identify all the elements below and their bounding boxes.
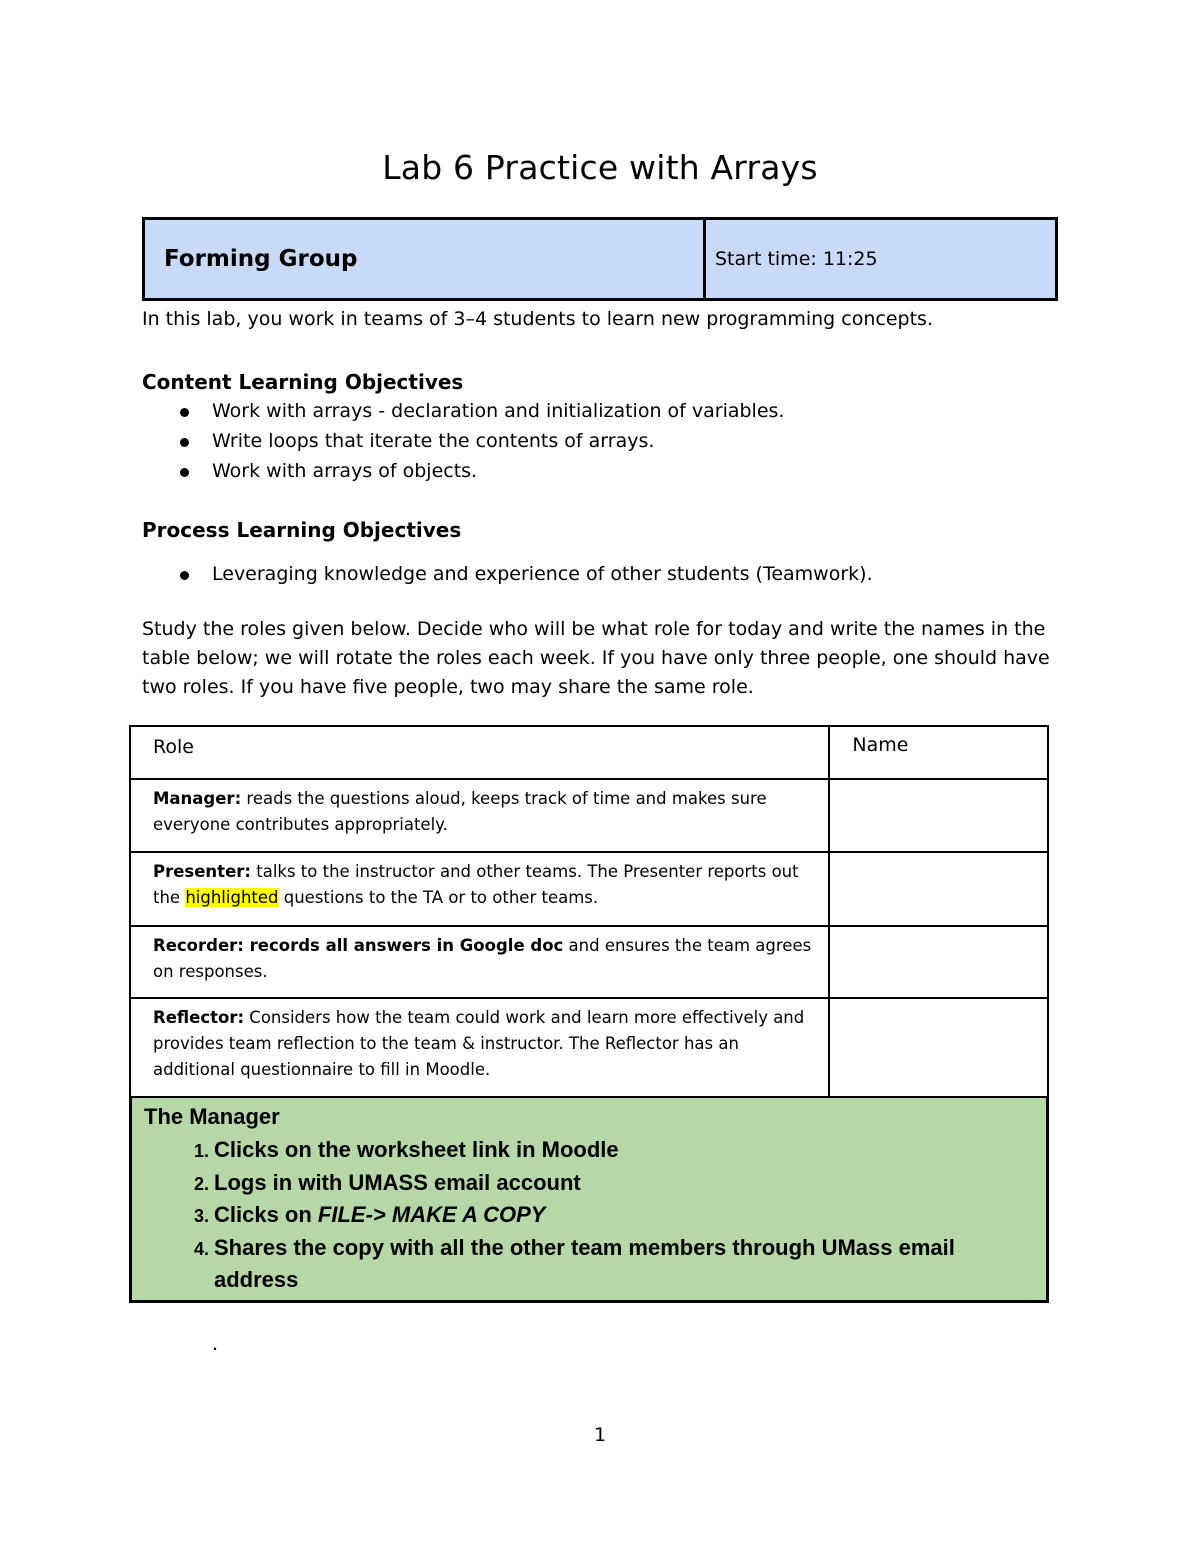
trailing-dot: . bbox=[212, 1330, 219, 1355]
list-item: Leveraging knowledge and experience of other students (Teamwork). bbox=[142, 559, 873, 589]
role-description: Considers how the team could work and learn more effectively and provides team reflection to the team & instructor. The Reflector has an additional questionnaire to fill in Moodle. bbox=[153, 1008, 805, 1079]
role-description: and ensures the team agrees on responses. bbox=[153, 936, 812, 981]
name-header: Name bbox=[829, 726, 1048, 779]
name-input-cell[interactable] bbox=[829, 926, 1048, 998]
study-instructions: Study the roles given below. Decide who will be what role for today and write the names in the table below; we will rotate the roles each week. If you have only three people, one should have two roles. If you have five people, two may share the same role. bbox=[142, 618, 1050, 698]
content-objectives-list bbox=[142, 396, 784, 486]
table-row bbox=[130, 779, 1048, 852]
page-title: Lab 6 Practice with Arrays bbox=[382, 148, 818, 187]
name-input-cell[interactable] bbox=[829, 852, 1048, 926]
name-input-cell[interactable] bbox=[829, 779, 1048, 852]
list-item: Work with arrays - declaration and initialization of variables. bbox=[142, 396, 784, 426]
list-item: 4. Shares the copy with all the other team members through UMass email address bbox=[214, 1232, 994, 1297]
role-header: Role bbox=[130, 726, 829, 779]
role-recorder-cell bbox=[130, 926, 829, 998]
forming-group-table bbox=[142, 217, 1058, 301]
intro-text: In this lab, you work in teams of 3–4 students to learn new programming concepts. bbox=[142, 308, 933, 330]
role-name: Recorder: records all answers in Google doc bbox=[153, 936, 564, 955]
table-row bbox=[130, 852, 1048, 926]
list-item: Write loops that iterate the contents of arrays. bbox=[142, 426, 784, 456]
content-objectives-heading: Content Learning Objectives bbox=[142, 370, 464, 394]
page-number: 1 bbox=[593, 1424, 607, 1446]
highlighted-word: highlighted bbox=[185, 888, 279, 907]
roles-table bbox=[129, 725, 1049, 1099]
process-objectives-list bbox=[142, 559, 873, 589]
table-row bbox=[130, 998, 1048, 1098]
role-name: Reflector: bbox=[153, 1008, 245, 1027]
name-input-cell[interactable] bbox=[829, 998, 1048, 1098]
role-description: questions to the TA or to other teams. bbox=[278, 888, 599, 907]
role-presenter-cell bbox=[130, 852, 829, 926]
list-item: Work with arrays of objects. bbox=[142, 456, 784, 486]
role-description: reads the questions aloud, keeps track of time and makes sure everyone contributes appropriately. bbox=[153, 789, 767, 834]
list-item bbox=[214, 1199, 1046, 1232]
forming-group-cell bbox=[145, 220, 706, 298]
role-description: talks to the instructor and other teams. The Presenter reports out the bbox=[153, 862, 799, 907]
table-row bbox=[130, 926, 1048, 998]
manager-steps-list bbox=[144, 1134, 1046, 1297]
step-text: Clicks on bbox=[214, 1202, 318, 1227]
role-name: Manager: bbox=[153, 789, 242, 808]
role-reflector-cell bbox=[130, 998, 829, 1098]
role-name: Presenter: bbox=[153, 862, 251, 881]
table-header-row bbox=[130, 726, 1048, 779]
manager-instructions-box bbox=[129, 1096, 1049, 1303]
role-manager-cell bbox=[130, 779, 829, 852]
list-item: 2. Logs in with UMASS email account bbox=[214, 1167, 1046, 1200]
forming-group-label: Forming Group bbox=[164, 246, 358, 272]
start-time-label: Start time: 11:25 bbox=[715, 248, 878, 270]
list-item: 1. Clicks on the worksheet link in Moodle bbox=[214, 1134, 1046, 1167]
step-italic-text: FILE-> MAKE A COPY bbox=[317, 1202, 546, 1227]
start-time-cell bbox=[706, 220, 1055, 298]
process-objectives-heading: Process Learning Objectives bbox=[142, 518, 462, 542]
manager-box-title: The Manager bbox=[144, 1104, 280, 1129]
